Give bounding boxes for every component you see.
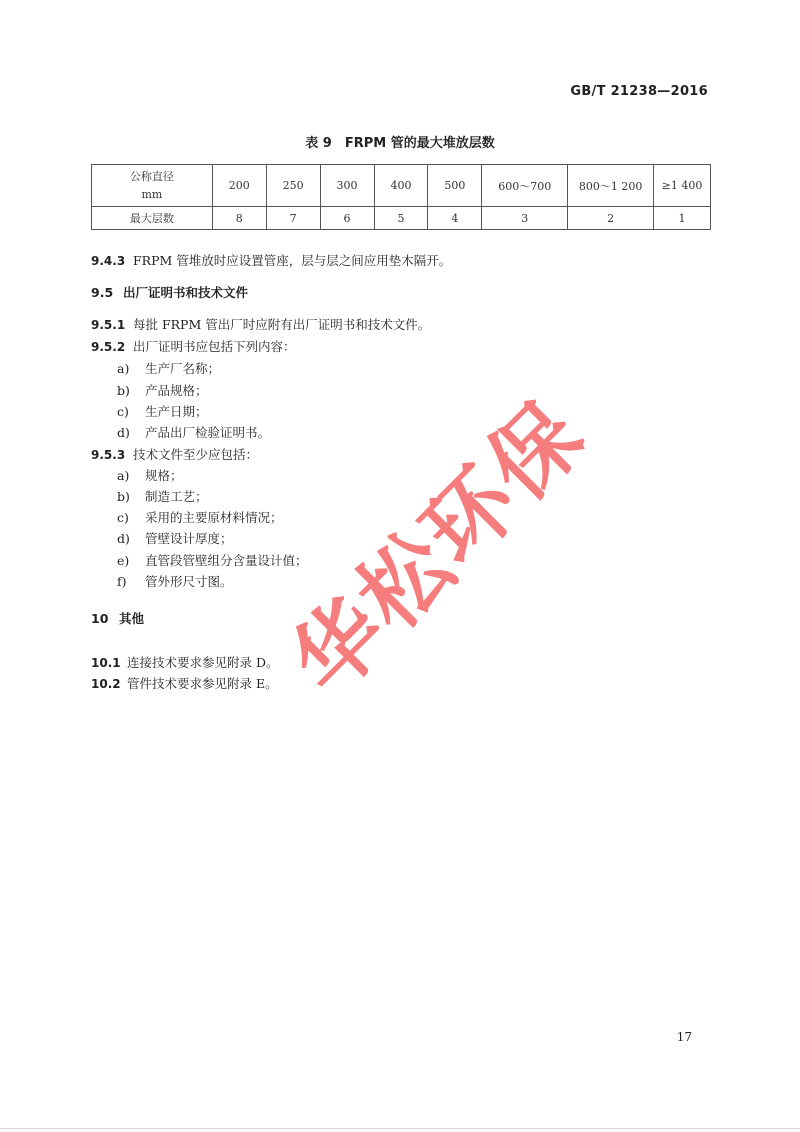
list-item: e) 直管段管壁组分含量设计值； xyxy=(117,553,308,568)
standard-code: GB/T 21238—2016 xyxy=(570,84,708,99)
list-item: d) 管壁设计厚度； xyxy=(117,531,233,546)
list-item: c) 生产日期； xyxy=(117,404,208,419)
section-title: 出厂证明书和技术文件 xyxy=(123,285,249,300)
header-label: 公称直径 xyxy=(129,169,174,183)
table-row xyxy=(92,207,711,230)
table-cell: ≥1 400 xyxy=(654,165,711,207)
table-cell: 3 xyxy=(482,207,568,230)
clause-9-5-2 xyxy=(91,337,296,355)
table-cell: 600～700 xyxy=(482,165,568,207)
clause-number: 10.2 xyxy=(91,677,121,691)
clause-text: 连接技术要求参见附录 D。 xyxy=(127,655,279,670)
section-title: 其他 xyxy=(119,611,145,626)
clause-9-4-3 xyxy=(91,251,451,269)
row-header-max-layers: 最大层数 xyxy=(92,207,213,230)
clause-9-5-3 xyxy=(91,445,258,463)
table-cell: 7 xyxy=(266,207,320,230)
list-item: d) 产品出厂检验证明书。 xyxy=(117,425,271,440)
table-cell: 300 xyxy=(320,165,374,207)
list-item: b) 产品规格； xyxy=(117,383,208,398)
stacking-layers-table xyxy=(91,164,711,230)
section-number: 9.5 xyxy=(91,285,114,300)
header-unit: mm xyxy=(141,187,163,201)
table-cell: 800～1 200 xyxy=(568,165,654,207)
table-cell: 1 xyxy=(654,207,711,230)
table-title: 表 9 FRPM 管的最大堆放层数 xyxy=(305,136,495,151)
list-item: f) 管外形尺寸图。 xyxy=(117,574,233,589)
clause-text: 出厂证明书应包括下列内容： xyxy=(133,339,296,354)
table-cell: 2 xyxy=(568,207,654,230)
clause-number: 9.5.2 xyxy=(91,340,126,354)
page-bottom-divider xyxy=(0,1128,800,1129)
clause-number: 10.1 xyxy=(91,656,121,670)
clause-10-2 xyxy=(91,674,278,692)
section-number: 10 xyxy=(91,611,109,626)
clause-text: 技术文件至少应包括： xyxy=(133,447,259,462)
table-row xyxy=(92,165,711,207)
clause-text: FRPM 管堆放时应设置管座，层与层之间应用垫木隔开。 xyxy=(133,253,452,268)
clause-number: 9.4.3 xyxy=(91,254,126,268)
clause-number: 9.5.3 xyxy=(91,448,126,462)
clause-9-5-1 xyxy=(91,315,430,333)
row-header-nominal-diameter xyxy=(92,165,213,207)
table-cell: 5 xyxy=(374,207,428,230)
clause-number: 9.5.1 xyxy=(91,318,126,332)
table-cell: 6 xyxy=(320,207,374,230)
list-item: b) 制造工艺； xyxy=(117,489,208,504)
clause-10-1 xyxy=(91,653,279,671)
table-cell: 4 xyxy=(428,207,482,230)
clause-text: 每批 FRPM 管出厂时应附有出厂证明书和技术文件。 xyxy=(133,317,431,332)
page-number: 17 xyxy=(676,1030,692,1044)
list-item: a) 规格； xyxy=(117,468,183,483)
table-cell: 500 xyxy=(428,165,482,207)
table-cell: 250 xyxy=(266,165,320,207)
watermark-text: 华松环保 xyxy=(272,381,606,715)
list-item: a) 生产厂名称； xyxy=(117,361,221,376)
clause-text: 管件技术要求参见附录 E。 xyxy=(127,676,278,691)
table-cell: 400 xyxy=(374,165,428,207)
table-cell: 8 xyxy=(212,207,266,230)
section-9-5-heading xyxy=(91,283,248,301)
section-10-heading xyxy=(91,609,144,627)
table-cell: 200 xyxy=(212,165,266,207)
list-item: c) 采用的主要原材料情况； xyxy=(117,510,283,525)
